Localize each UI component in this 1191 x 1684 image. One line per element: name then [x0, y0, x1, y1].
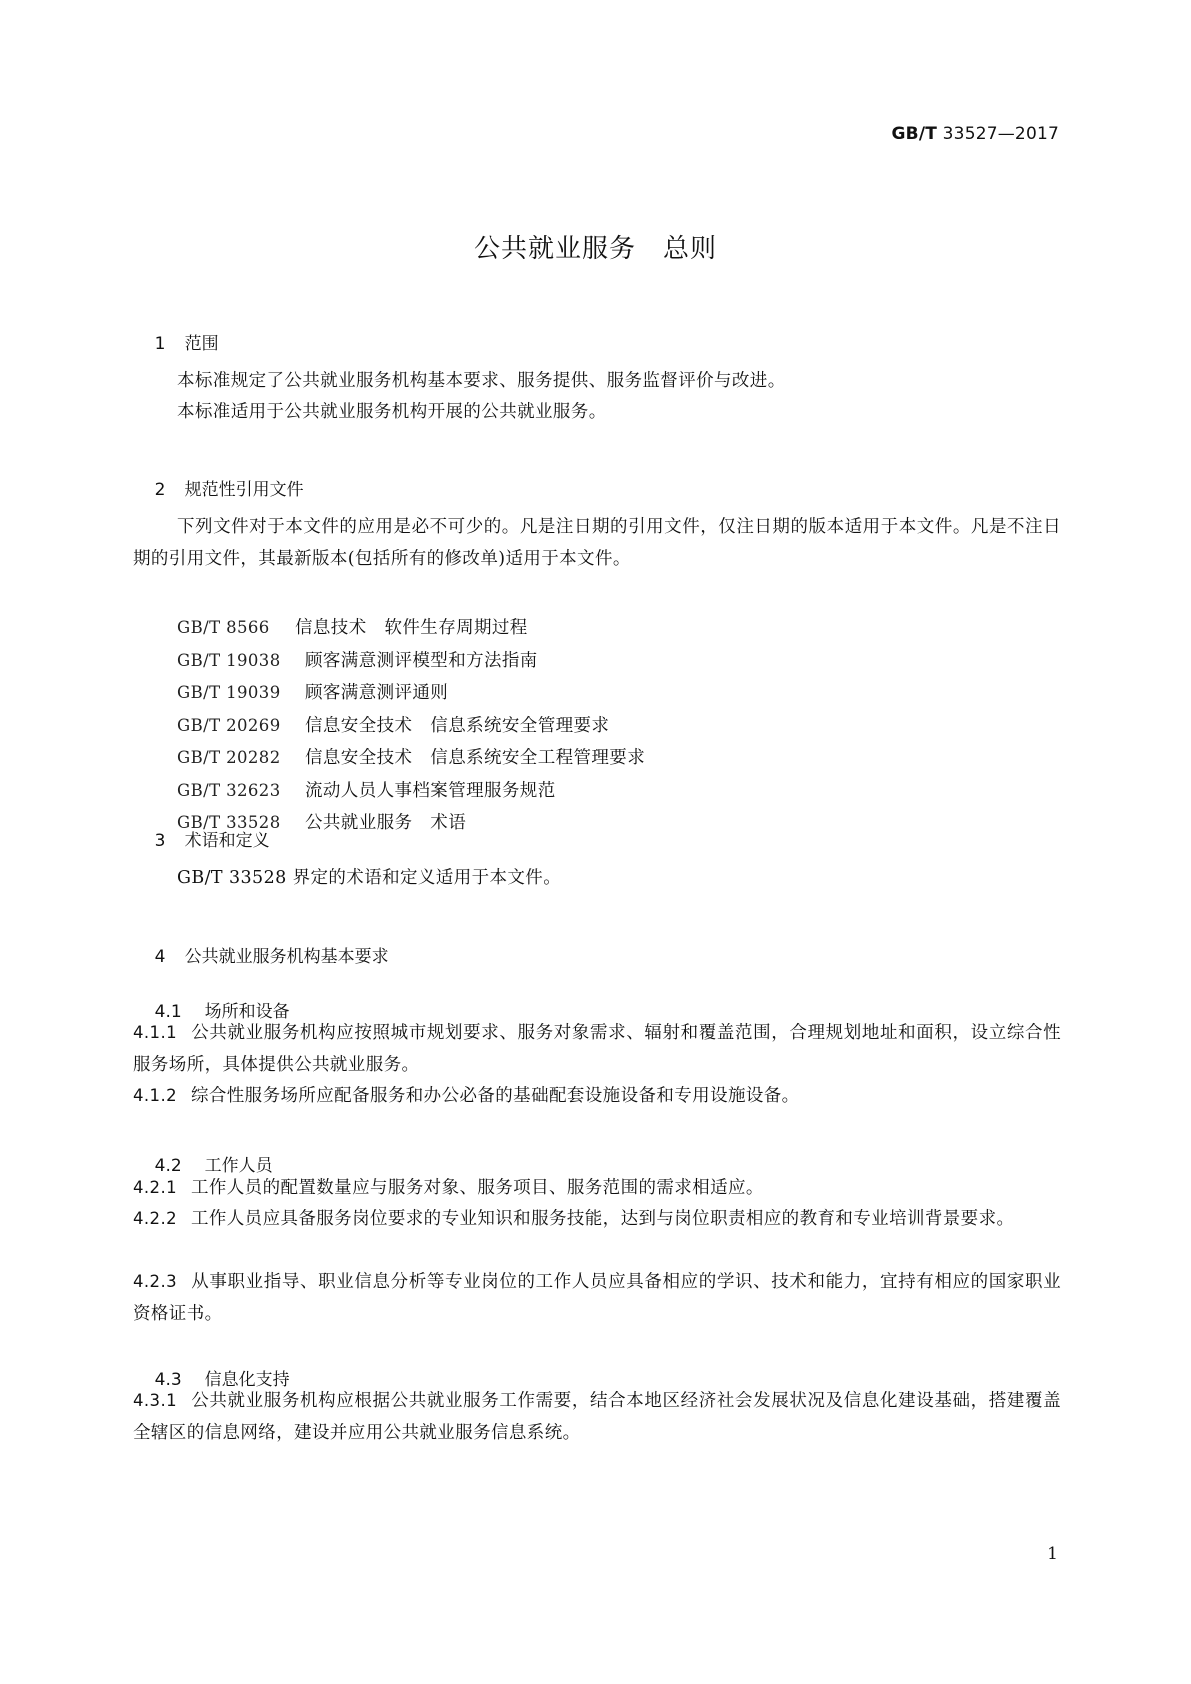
reference-code: GB/T 20282 — [177, 748, 281, 767]
subsection-title: 场所和设备 — [204, 1002, 290, 1022]
clause-number: 4.2.3 — [133, 1272, 177, 1291]
standard-code — [892, 124, 1059, 144]
clause-4-3-1 — [133, 1385, 1061, 1449]
reference-code: GB/T 8566 — [177, 618, 270, 637]
clause-4-2-1 — [133, 1172, 1061, 1205]
clause-4-1-1 — [133, 1017, 1061, 1081]
section-title: 规范性引用文件 — [184, 480, 304, 500]
clause-text: 综合性服务场所应配备服务和办公必备的基础配套设施设备和专用设施设备。 — [190, 1086, 800, 1106]
reference-code: GB/T 19039 — [177, 683, 281, 702]
reference-item — [177, 710, 645, 743]
section-heading-3 — [133, 806, 270, 871]
clause-number: 4.2.1 — [133, 1178, 177, 1197]
reference-item — [177, 742, 645, 775]
section-heading-2 — [133, 455, 304, 520]
clause-text: 工作人员应具备服务岗位要求的专业知识和服务技能，达到与岗位职责相应的教育和专业培训背景要求。 — [190, 1209, 1015, 1229]
reference-item — [177, 645, 645, 678]
subsection-number: 4.2 — [154, 1156, 182, 1176]
reference-item — [177, 612, 645, 645]
subsection-title: 信息化支持 — [204, 1370, 290, 1390]
clause-4-2-2 — [133, 1203, 1061, 1236]
reference-title: 信息安全技术 信息系统安全管理要求 — [305, 715, 610, 736]
clause-number: 4.2.2 — [133, 1209, 177, 1228]
clause-4-1-2 — [133, 1080, 1061, 1113]
reference-code: GB/T 19038 — [177, 650, 281, 670]
clause-text: 工作人员的配置数量应与服务对象、服务项目、服务范围的需求相适应。 — [190, 1178, 764, 1198]
clause-number: 4.1.2 — [133, 1086, 177, 1105]
subsection-number: 4.3 — [154, 1370, 182, 1390]
reference-title: 信息安全技术 信息系统安全工程管理要求 — [305, 748, 646, 768]
standard-code-prefix: GB/T — [891, 124, 938, 144]
section-number: 4 — [154, 947, 166, 967]
section-number: 1 — [154, 334, 166, 354]
reference-title: 公共就业服务 术语 — [305, 813, 467, 833]
clause-number: 4.3.1 — [133, 1391, 177, 1410]
subsection-title: 工作人员 — [204, 1156, 273, 1176]
subsection-number: 4.1 — [154, 1002, 182, 1022]
standard-code-number: 33527—2017 — [942, 124, 1059, 144]
clause-text: 公共就业服务机构应按照城市规划要求、服务对象需求、辐射和覆盖范围，合理规划地址和面积，设立综合性服务场所，具体提供公共就业服务。 — [133, 1023, 1061, 1075]
section-number: 2 — [154, 480, 166, 500]
clause-text: 公共就业服务机构应根据公共就业服务工作需要，结合本地区经济社会发展状况及信息化建设基础，搭建覆盖全辖区的信息网络，建设并应用公共就业服务信息系统。 — [133, 1391, 1061, 1443]
scope-paragraph-2: 本标准适用于公共就业服务机构开展的公共就业服务。 — [177, 402, 607, 422]
terms-paragraph: GB/T 33528 界定的术语和定义适用于本文件。 — [177, 868, 562, 888]
document-title: 公共就业服务 总则 — [473, 234, 717, 264]
references-intro: 下列文件对于本文件的应用是必不可少的。凡是注日期的引用文件，仅注日期的版本适用于本文件。凡是不注日期的引用文件，其最新版本(包括所有的修改单)适用于本文件。 — [133, 517, 1061, 569]
page-number: 1 — [1047, 1544, 1058, 1564]
section-heading-1 — [133, 309, 219, 374]
section-title: 公共就业服务机构基本要求 — [184, 947, 389, 967]
reference-title: 信息技术 软件生存周期过程 — [295, 618, 528, 638]
reference-item — [177, 677, 645, 710]
reference-title: 顾客满意测评模型和方法指南 — [305, 650, 538, 671]
scope-paragraph-1: 本标准规定了公共就业服务机构基本要求、服务提供、服务监督评价与改进。 — [177, 371, 786, 391]
section-number: 3 — [154, 831, 166, 851]
reference-code: GB/T 32623 — [177, 780, 281, 800]
reference-title: 流动人员人事档案管理服务规范 — [305, 780, 556, 801]
clause-number: 4.1.1 — [133, 1023, 177, 1042]
clause-text: 从事职业指导、职业信息分析等专业岗位的工作人员应具备相应的学识、技术和能力，宜持有相应的国家职业资格证书。 — [133, 1272, 1061, 1324]
reference-title: 顾客满意测评通则 — [305, 683, 449, 703]
reference-item — [177, 775, 645, 808]
clause-4-2-3 — [133, 1266, 1061, 1330]
section-title: 范围 — [184, 334, 219, 354]
reference-code: GB/T 33528 — [177, 813, 281, 832]
reference-code: GB/T 20269 — [177, 715, 281, 735]
section-title: 术语和定义 — [184, 831, 270, 851]
